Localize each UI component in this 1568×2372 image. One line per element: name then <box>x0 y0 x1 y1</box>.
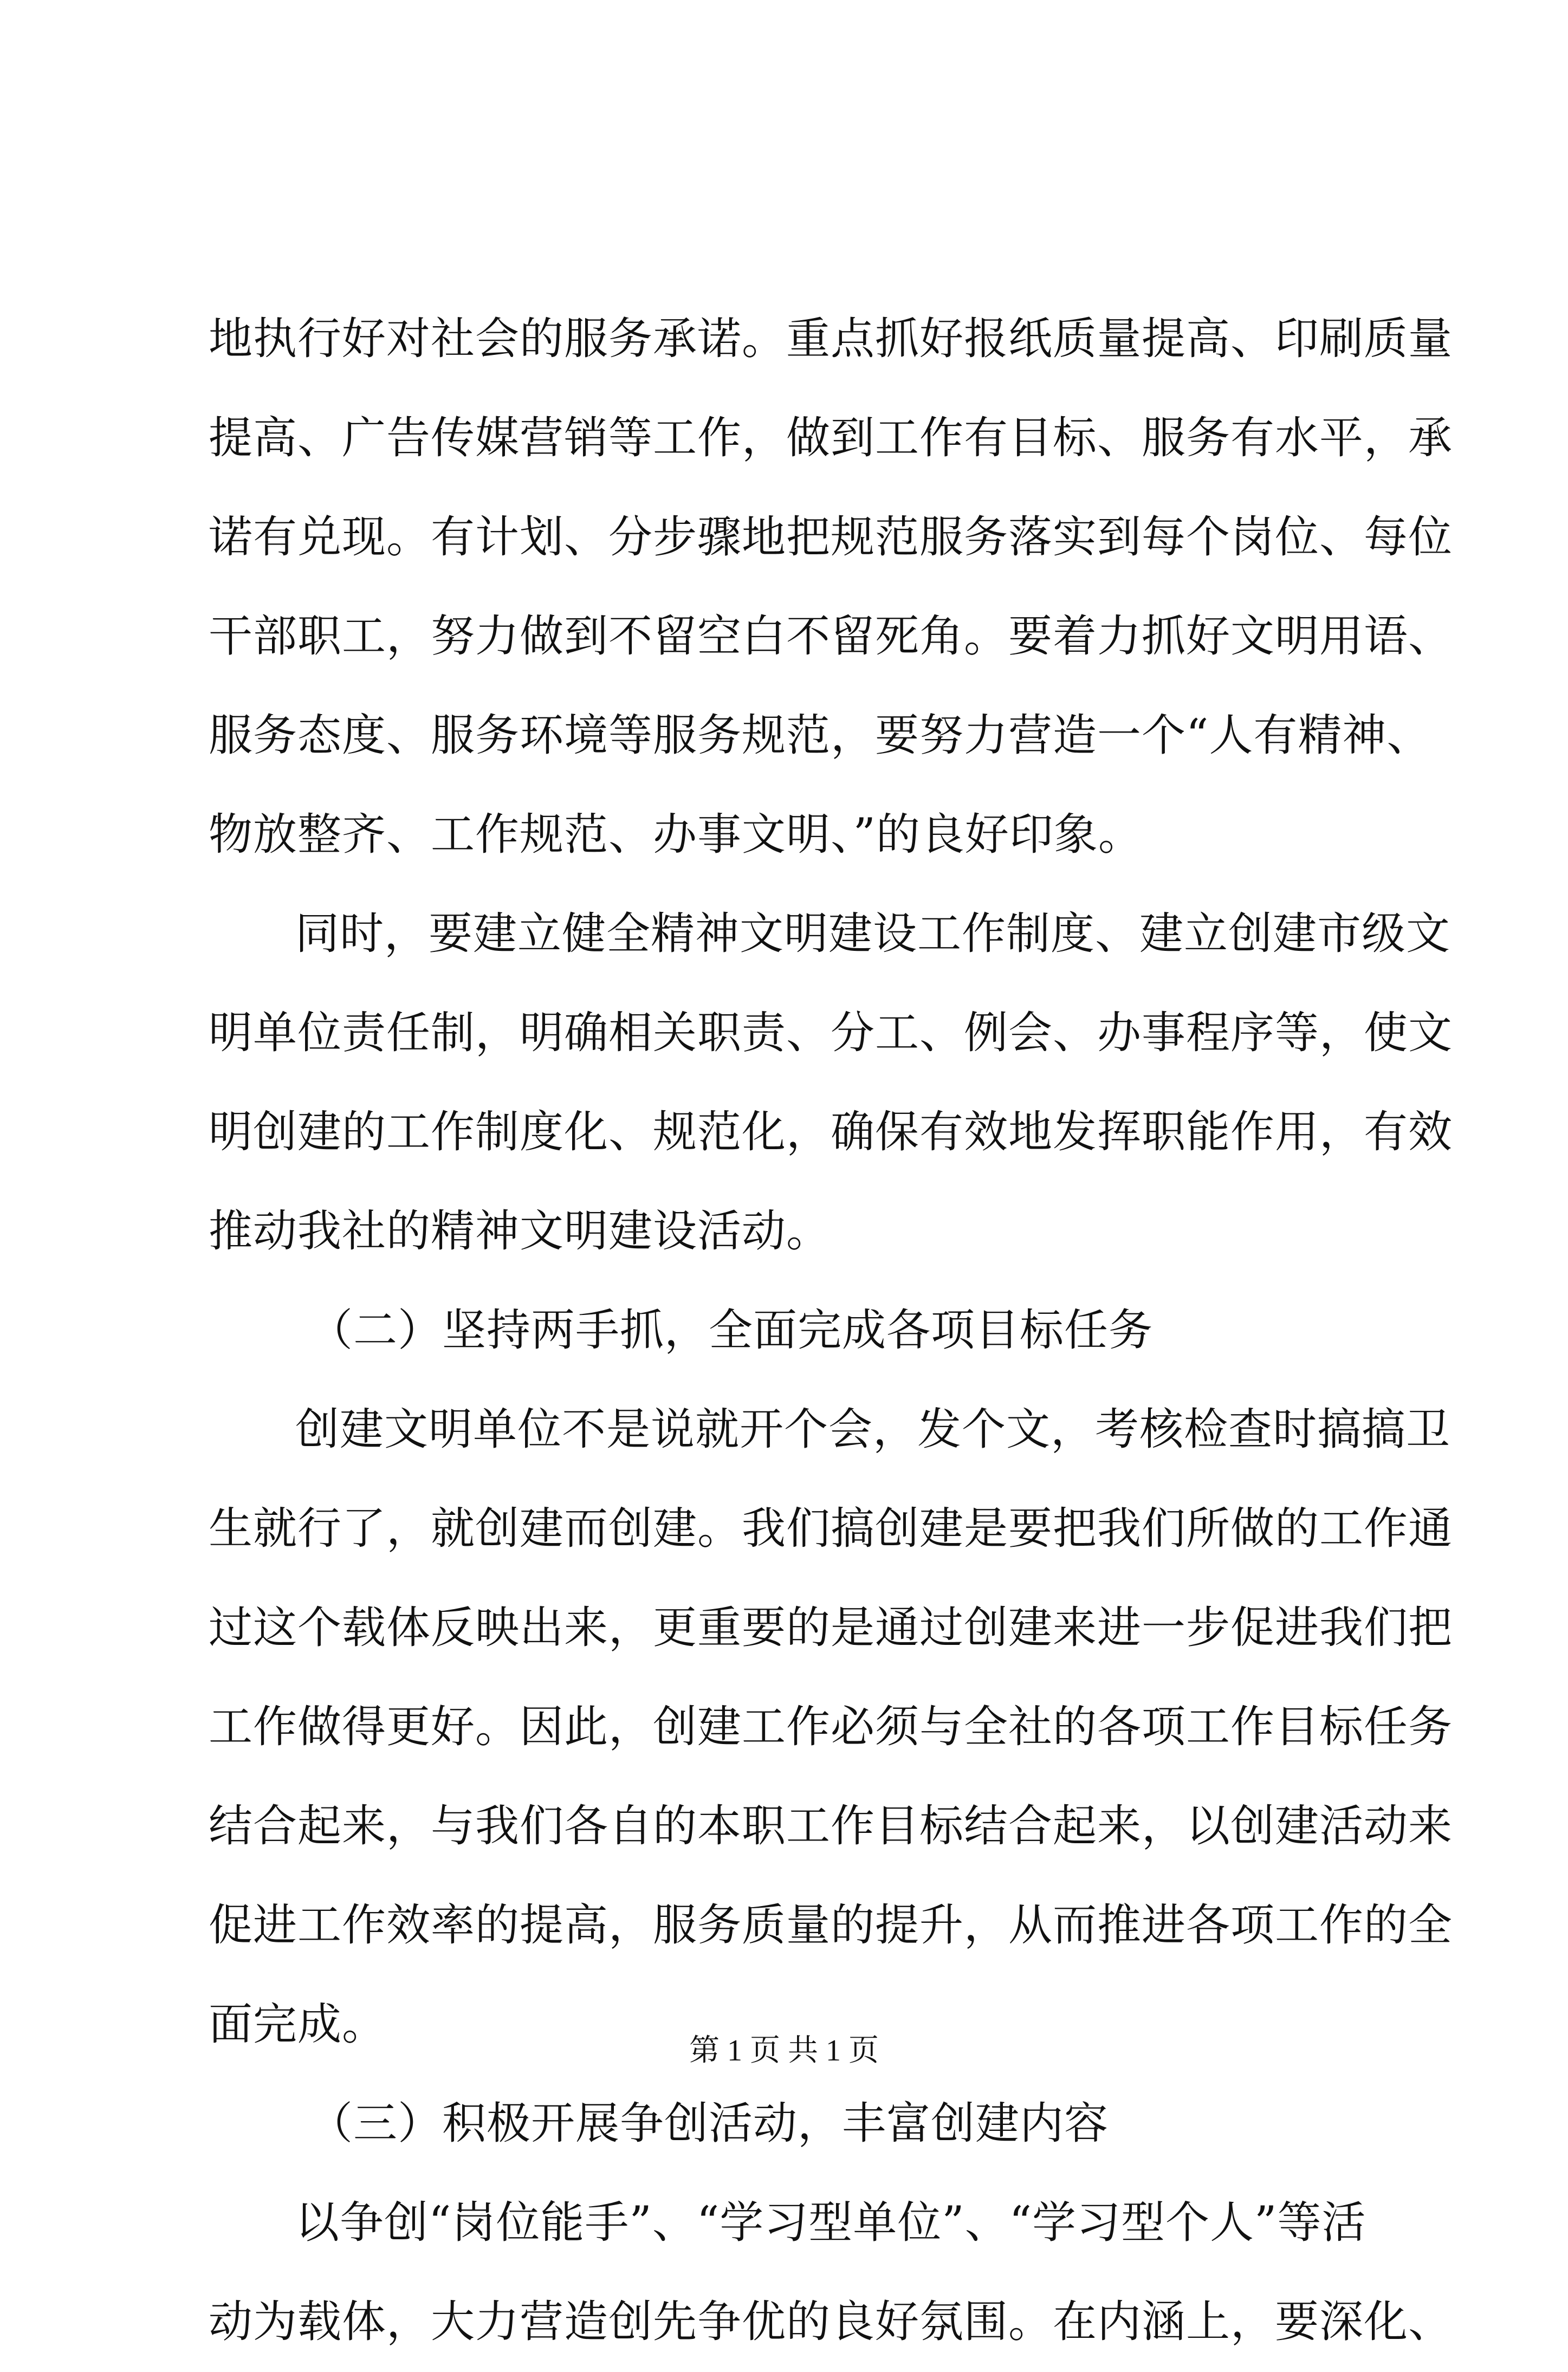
text-line: 促进工作效率的提高，服务质量的提升，从而推进各项工作的全 <box>209 1900 1453 1951</box>
text-line: 推动我社的精神文明建设活动。 <box>209 1206 831 1257</box>
text-line: 工作做得更好。因此，创建工作必须与全社的各项工作目标任务 <box>209 1702 1453 1753</box>
paragraph-first-line: 以争创“岗位能手”、“学习型单位”、“学习型个人”等活 <box>295 2198 1366 2248</box>
page-footer: 第 1 页 共 1 页 <box>689 2034 879 2068</box>
text-line: 服务态度、服务环境等服务规范，要努力营造一个“人有精神、 <box>209 710 1431 761</box>
text-line: 诺有兑现。有计划、分步骤地把规范服务落实到每个岗位、每位 <box>209 512 1453 563</box>
paragraph-first-line: 创建文明单位不是说就开个会，发个文，考核检查时搞搞卫 <box>295 1404 1451 1455</box>
text-line: 明单位责任制，明确相关职责、分工、例会、办事程序等，使文 <box>209 1008 1453 1059</box>
text-line: 干部职工，努力做到不留空白不留死角。要着力抓好文明用语、 <box>209 611 1453 662</box>
text-line: 物放整齐、工作规范、办事文明、”的良好印象。 <box>209 809 1143 860</box>
text-line: 过这个载体反映出来，更重要的是通过创建来进一步促进我们把 <box>209 1603 1453 1654</box>
text-line: 地执行好对社会的服务承诺。重点抓好报纸质量提高、印刷质量 <box>209 314 1453 365</box>
text-line: 明创建的工作制度化、规范化，确保有效地发挥职能作用，有效 <box>209 1107 1453 1158</box>
text-line: 面完成。 <box>209 1999 387 2050</box>
paragraph-first-line: 同时，要建立健全精神文明建设工作制度、建立创建市级文 <box>295 909 1451 960</box>
text-line: 提高、广告传媒营销等工作，做到工作有目标、服务有水平，承 <box>209 413 1453 464</box>
section-heading: （二）坚持两手抓，全面完成各项目标任务 <box>309 1305 1154 1356</box>
section-heading: （三）积极开展争创活动，丰富创建内容 <box>309 2098 1109 2149</box>
text-line: 动为载体，大力营造创先争优的良好氛围。在内涵上，要深化、 <box>209 2297 1453 2348</box>
text-line: 生就行了，就创建而创建。我们搞创建是要把我们所做的工作通 <box>209 1503 1453 1554</box>
text-line: 结合起来，与我们各自的本职工作目标结合起来，以创建活动来 <box>209 1801 1453 1852</box>
